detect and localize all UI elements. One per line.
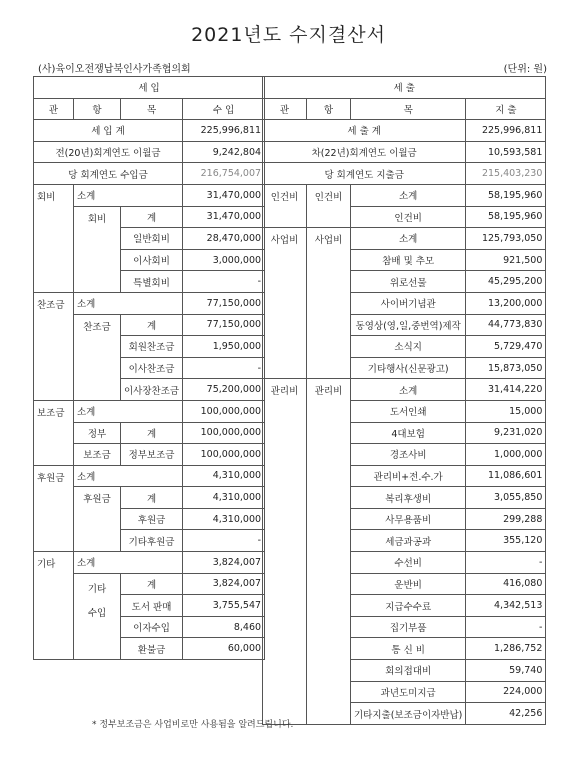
gwan-cell: 사업비	[263, 228, 307, 379]
header-mok: 목	[351, 98, 466, 120]
amount-cell: 42,256	[466, 703, 546, 725]
mok-cell: 일반회비	[121, 228, 183, 250]
income-current-row	[34, 163, 265, 185]
mok-cell: 기타행사(신문광고)	[351, 357, 466, 379]
mok-cell: 소계	[351, 184, 466, 206]
mok-cell: 세금과공과	[351, 530, 466, 552]
mok-cell: 관리비+전.수.가	[351, 465, 466, 487]
subtotal-value: 100,000,000	[183, 400, 265, 422]
gwan-cell: 회비	[34, 184, 74, 292]
income-header-row	[34, 98, 265, 120]
amount-cell: 31,470,000	[183, 206, 265, 228]
amount-cell: 15,000	[466, 400, 546, 422]
mok-cell: 기타후원금	[121, 530, 183, 552]
hang-cell: 정부	[74, 422, 121, 444]
mok-cell: 수선비	[351, 552, 466, 574]
mok-cell: 위로선물	[351, 271, 466, 293]
subtotal-label: 소계	[74, 400, 183, 422]
table-row	[263, 379, 546, 401]
mok-cell: 이자수입	[121, 616, 183, 638]
amount-cell: 28,470,000	[183, 228, 265, 250]
income-current-value: 216,754,007	[183, 163, 265, 185]
income-carry-row	[34, 141, 265, 163]
hang-cell: 인건비	[307, 184, 351, 227]
income-carry-label: 전(20년)회계연도 이월금	[34, 141, 183, 163]
mok-cell: 계	[121, 206, 183, 228]
header-amount: 수 입	[183, 98, 265, 120]
subtotal-value: 77,150,000	[183, 292, 265, 314]
amount-cell: 9,231,020	[466, 422, 546, 444]
expense-section-row	[263, 77, 546, 99]
amount-cell: 11,086,601	[466, 465, 546, 487]
footnote: * 정부보조금은 사업비로만 사용됨을 알려드립니다.	[92, 720, 294, 730]
hang-cell: 관리비	[307, 379, 351, 725]
mok-cell: 정부보조금	[121, 444, 183, 466]
mok-cell: 이사장찬조금	[121, 379, 183, 401]
mok-cell: 계	[121, 314, 183, 336]
mok-cell: 이사회비	[121, 249, 183, 271]
mok-cell: 4대보험	[351, 422, 466, 444]
amount-cell: -	[466, 552, 546, 574]
amount-cell: 77,150,000	[183, 314, 265, 336]
header-amount: 지 출	[466, 98, 546, 120]
amount-cell: 3,000,000	[183, 249, 265, 271]
page-title: 2021년도 수지결산서	[191, 24, 386, 46]
table-row	[263, 228, 546, 250]
subtotal-value: 31,470,000	[183, 184, 265, 206]
amount-cell: 58,195,960	[466, 206, 546, 228]
amount-cell: 224,000	[466, 681, 546, 703]
hang-cell: 회비	[74, 206, 121, 292]
mok-cell: 도서 판매	[121, 595, 183, 617]
income-section-row	[34, 77, 265, 99]
expense-current-label: 당 회계연도 지출금	[263, 163, 466, 185]
hang-cell: 사업비	[307, 228, 351, 379]
expense-current-value: 215,403,230	[466, 163, 546, 185]
income-total-label: 세 입 계	[34, 120, 183, 142]
amount-cell: 3,824,007	[183, 573, 265, 595]
gwan-cell: 찬조금	[34, 292, 74, 400]
gwan-cell: 기타	[34, 552, 74, 660]
income-total-value: 225,996,811	[183, 120, 265, 142]
amount-cell: 100,000,000	[183, 422, 265, 444]
hang-cell: 후원금	[74, 487, 121, 552]
mok-cell: 사이버기념관	[351, 292, 466, 314]
subtotal-label: 소계	[74, 184, 183, 206]
amount-cell: -	[183, 357, 265, 379]
amount-cell: 4,342,513	[466, 595, 546, 617]
mok-cell: 동영상(영,일,중번역)제작	[351, 314, 466, 336]
amount-cell: 13,200,000	[466, 292, 546, 314]
expense-carry-row	[263, 141, 546, 163]
amount-cell: 1,950,000	[183, 336, 265, 358]
amount-cell: 921,500	[466, 249, 546, 271]
expense-total-label: 세 출 계	[263, 120, 466, 142]
gwan-cell: 관리비	[263, 379, 307, 725]
amount-cell: -	[183, 530, 265, 552]
expense-table	[262, 76, 546, 725]
mok-cell: 후원금	[121, 508, 183, 530]
amount-cell: 60,000	[183, 638, 265, 660]
amount-cell: 59,740	[466, 660, 546, 682]
header-gwan: 관	[34, 98, 74, 120]
unit-label: (단위: 원)	[503, 64, 547, 75]
amount-cell: 8,460	[183, 616, 265, 638]
subtotal-label: 소계	[74, 292, 183, 314]
expense-header-row	[263, 98, 546, 120]
income-section-title: 세 입	[34, 77, 265, 99]
amount-cell: 299,288	[466, 508, 546, 530]
amount-cell: 100,000,000	[183, 444, 265, 466]
amount-cell: 5,729,470	[466, 336, 546, 358]
amount-cell: 3,055,850	[466, 487, 546, 509]
expense-carry-label: 차(22년)회계연도 이월금	[263, 141, 466, 163]
mok-cell: 지급수수료	[351, 595, 466, 617]
mok-cell: 계	[121, 573, 183, 595]
mok-cell: 기타지출(보조금이자반납)	[351, 703, 466, 725]
subtotal-value: 4,310,000	[183, 465, 265, 487]
mok-cell: 계	[121, 487, 183, 509]
hang-cell: 보조금	[74, 444, 121, 466]
amount-cell: 3,755,547	[183, 595, 265, 617]
mok-cell: 사무용품비	[351, 508, 466, 530]
table-row	[34, 184, 265, 206]
subtotal-value: 3,824,007	[183, 552, 265, 574]
mok-cell: 도서인쇄	[351, 400, 466, 422]
table-row	[34, 552, 265, 574]
amount-cell: 416,080	[466, 573, 546, 595]
expense-total-value: 225,996,811	[466, 120, 546, 142]
gwan-cell: 보조금	[34, 400, 74, 465]
mok-cell: 계	[121, 422, 183, 444]
header-hang: 항	[307, 98, 351, 120]
amount-cell: 1,000,000	[466, 444, 546, 466]
amount-cell: 355,120	[466, 530, 546, 552]
mok-cell: 특별회비	[121, 271, 183, 293]
expense-total-row	[263, 120, 546, 142]
gwan-cell: 후원금	[34, 465, 74, 551]
mok-cell: 이사찬조금	[121, 357, 183, 379]
organization-name: (사)육이오전쟁납북인사가족협의회	[38, 64, 191, 75]
subtotal-label: 소계	[74, 552, 183, 574]
mok-cell: 경조사비	[351, 444, 466, 466]
header-gwan: 관	[263, 98, 307, 120]
header-mok: 목	[121, 98, 183, 120]
mok-cell: 회원찬조금	[121, 336, 183, 358]
mok-cell: 회의접대비	[351, 660, 466, 682]
mok-cell: 소계	[351, 228, 466, 250]
mok-cell: 집기부품	[351, 616, 466, 638]
mok-cell: 운반비	[351, 573, 466, 595]
mok-cell: 인건비	[351, 206, 466, 228]
amount-cell: 15,873,050	[466, 357, 546, 379]
income-total-row	[34, 120, 265, 142]
mok-cell: 소계	[351, 379, 466, 401]
hang-cell: 찬조금	[74, 314, 121, 400]
amount-cell: 75,200,000	[183, 379, 265, 401]
amount-cell: 44,773,830	[466, 314, 546, 336]
amount-cell: 125,793,050	[466, 228, 546, 250]
hang-cell	[74, 573, 121, 659]
mok-cell: 소식지	[351, 336, 466, 358]
amount-cell: -	[183, 271, 265, 293]
table-row	[34, 292, 265, 314]
table-row	[263, 184, 546, 206]
mok-cell: 환불금	[121, 638, 183, 660]
amount-cell: 4,310,000	[183, 487, 265, 509]
expense-section-title: 세 출	[263, 77, 546, 99]
amount-cell: 1,286,752	[466, 638, 546, 660]
hang-line: 수입	[87, 607, 107, 619]
mok-cell: 복리후생비	[351, 487, 466, 509]
mok-cell: 참배 및 추모	[351, 249, 466, 271]
amount-cell: 31,414,220	[466, 379, 546, 401]
mok-cell: 통 신 비	[351, 638, 466, 660]
amount-cell: 58,195,960	[466, 184, 546, 206]
income-table	[33, 76, 265, 660]
subtotal-label: 소계	[74, 465, 183, 487]
expense-current-row	[263, 163, 546, 185]
table-row	[34, 400, 265, 422]
table-row	[34, 465, 265, 487]
header-hang: 항	[74, 98, 121, 120]
amount-cell: 45,295,200	[466, 271, 546, 293]
income-carry-value: 9,242,804	[183, 141, 265, 163]
expense-carry-value: 10,593,581	[466, 141, 546, 163]
income-current-label: 당 회계연도 수입금	[34, 163, 183, 185]
amount-cell: 4,310,000	[183, 508, 265, 530]
mok-cell: 과년도미지급	[351, 681, 466, 703]
gwan-cell: 인건비	[263, 184, 307, 227]
hang-line: 기타	[87, 583, 107, 595]
amount-cell: -	[466, 616, 546, 638]
